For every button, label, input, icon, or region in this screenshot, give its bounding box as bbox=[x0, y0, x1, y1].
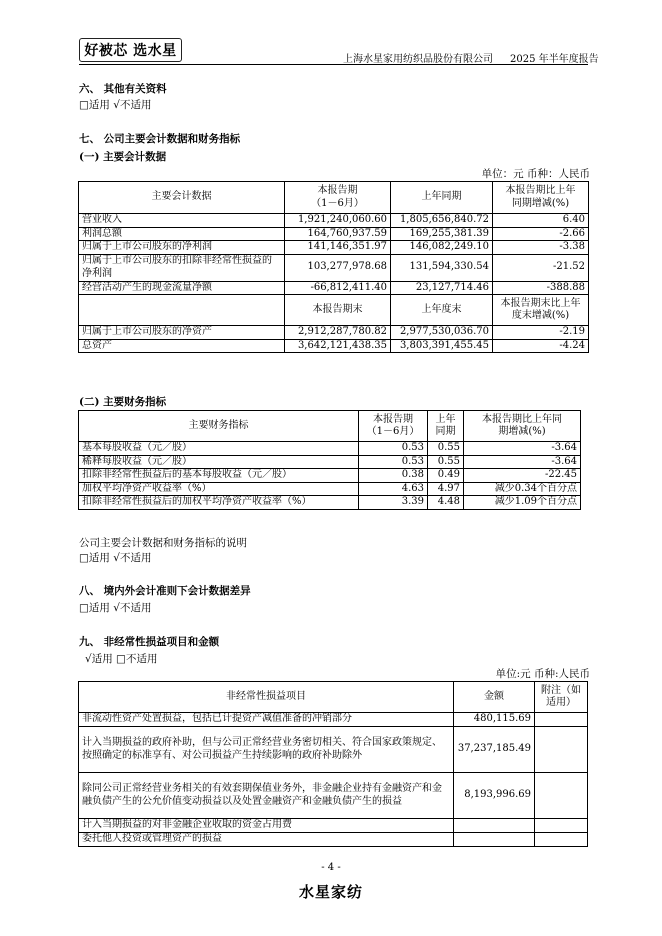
company-name: 上海水星家用纺织品股份有限公司 bbox=[343, 54, 493, 65]
table-cell: 归属于上市公司股东的扣除非经常性损益的净利润 bbox=[79, 254, 285, 281]
non-recurring-items-table bbox=[78, 681, 588, 847]
table-cell: 37,237,185.49 bbox=[454, 727, 535, 773]
table-header: 金额 bbox=[454, 682, 535, 713]
table-cell: 164,760,937.59 bbox=[285, 227, 391, 241]
table-cell: 169,255,381.39 bbox=[391, 227, 493, 241]
key-financial-indicators-table bbox=[78, 410, 581, 510]
table-cell: 委托他人投资或管理资产的损益 bbox=[79, 833, 454, 847]
table-header: 上年度末 bbox=[391, 295, 493, 326]
table-row bbox=[79, 773, 588, 819]
table-header-blank bbox=[79, 295, 285, 326]
table-row bbox=[79, 241, 589, 255]
table-header: 本报告期末 bbox=[285, 295, 391, 326]
unit-label-1: 单位：元 币种：人民币 bbox=[481, 168, 590, 180]
table-cell: -3.38 bbox=[493, 241, 589, 255]
unit-label-2: 单位:元 币种:人民币 bbox=[495, 668, 590, 680]
table-header: 主要财务指标 bbox=[79, 411, 359, 442]
header-rule bbox=[79, 64, 588, 65]
table-cell: 经营活动产生的现金流量净额 bbox=[79, 281, 285, 295]
table-cell: 营业收入 bbox=[79, 214, 285, 228]
table-cell: 23,127,714.46 bbox=[391, 281, 493, 295]
table-cell: 0.49 bbox=[428, 469, 464, 483]
table-header: 上年同期 bbox=[391, 182, 493, 214]
table-cell: 4.97 bbox=[428, 482, 464, 496]
table-row bbox=[79, 819, 588, 833]
table-cell: -21.52 bbox=[493, 254, 589, 281]
table-header: 主要会计数据 bbox=[79, 182, 285, 214]
table-cell: -388.88 bbox=[493, 281, 589, 295]
table-cell: 4.48 bbox=[428, 496, 464, 510]
table-row bbox=[79, 442, 581, 456]
section-8-title: 八、 境内外会计准则下会计数据差异 bbox=[79, 585, 251, 597]
table-cell: -3.64 bbox=[464, 442, 581, 456]
table-row bbox=[79, 214, 589, 228]
table-cell: 103,277,978.68 bbox=[285, 254, 391, 281]
table-cell: 减少0.34个百分点 bbox=[464, 482, 581, 496]
note-option: □适用 √不适用 bbox=[79, 552, 152, 564]
table-cell: -3.64 bbox=[464, 455, 581, 469]
table-cell bbox=[535, 713, 588, 727]
table-cell: 基本每股收益（元／股） bbox=[79, 442, 359, 456]
table-cell: -66,812,411.40 bbox=[285, 281, 391, 295]
table-cell: 480,115.69 bbox=[454, 713, 535, 727]
table-row bbox=[79, 469, 581, 483]
table-cell: 3,803,391,455.45 bbox=[391, 339, 493, 353]
brand-logo: 好被芯 选水星 bbox=[79, 38, 182, 62]
table-cell bbox=[535, 819, 588, 833]
table-cell: 加权平均净资产收益率（%） bbox=[79, 482, 359, 496]
report-title: 2025 年半年度报告 bbox=[510, 54, 599, 65]
table-cell bbox=[535, 773, 588, 819]
table-row bbox=[79, 833, 588, 847]
table-cell bbox=[454, 819, 535, 833]
table-cell: 1,921,240,060.60 bbox=[285, 214, 391, 228]
table-cell: 131,594,330.54 bbox=[391, 254, 493, 281]
table-cell: 扣除非经常性损益后的基本每股收益（元／股） bbox=[79, 469, 359, 483]
footer-brand: 水星家纺 bbox=[298, 883, 363, 901]
table-header: 上年 同期 bbox=[428, 411, 464, 442]
table-cell: 非流动性资产处置损益，包括已计提资产减值准备的冲销部分 bbox=[79, 713, 454, 727]
table-cell bbox=[454, 833, 535, 847]
section-9-title: 九、 非经常性损益项目和金额 bbox=[79, 636, 220, 648]
table-header: 本报告期比上年同 期增减(%) bbox=[464, 411, 581, 442]
table-cell: 减少1.09个百分点 bbox=[464, 496, 581, 510]
table-cell: 6.40 bbox=[493, 214, 589, 228]
table-cell: 0.55 bbox=[428, 442, 464, 456]
section-7-sub2: (二) 主要财务指标 bbox=[79, 396, 167, 408]
table-cell: -2.66 bbox=[493, 227, 589, 241]
table-cell: 稀释每股收益（元／股） bbox=[79, 455, 359, 469]
table-header: 非经常性损益项目 bbox=[79, 682, 454, 713]
table-row bbox=[79, 713, 588, 727]
table-cell bbox=[535, 727, 588, 773]
table-row bbox=[79, 326, 589, 340]
section-7-title: 七、 公司主要会计数据和财务指标 bbox=[79, 133, 241, 145]
table-header: 本报告期比上年 同期增减(%) bbox=[493, 182, 589, 214]
table-cell: 计入当期损益的政府补助，但与公司正常经营业务密切相关、符合国家政策规定、按照确定的标准享有、对公司损益产生持续影响的政府补助除外 bbox=[79, 727, 454, 773]
note-title: 公司主要会计数据和财务指标的说明 bbox=[79, 537, 247, 549]
table-row bbox=[79, 227, 589, 241]
table-cell: 0.53 bbox=[359, 455, 428, 469]
table-cell: -22.45 bbox=[464, 469, 581, 483]
table-cell: 0.38 bbox=[359, 469, 428, 483]
section-9-option: √适用 □不适用 bbox=[85, 653, 158, 665]
table-cell: 8,193,996.69 bbox=[454, 773, 535, 819]
table-row bbox=[79, 455, 581, 469]
table-cell: 0.55 bbox=[428, 455, 464, 469]
table-row bbox=[79, 339, 589, 353]
table-cell: 利润总额 bbox=[79, 227, 285, 241]
table-cell: 归属于上市公司股东的净资产 bbox=[79, 326, 285, 340]
table-cell: 2,977,530,036.70 bbox=[391, 326, 493, 340]
table-cell: 计入当期损益的对非金融企业收取的资金占用费 bbox=[79, 819, 454, 833]
table-row bbox=[79, 281, 589, 295]
table-cell: 总资产 bbox=[79, 339, 285, 353]
table-cell: 4.63 bbox=[359, 482, 428, 496]
table-cell: 141,146,351.97 bbox=[285, 241, 391, 255]
table-header: 本报告期 （1－6月） bbox=[285, 182, 391, 214]
table-cell: 除同公司正常经营业务相关的有效套期保值业务外，非金融企业持有金融资产和金融负债产生的公允价值变动损益以及处置金融资产和金融负债产生的损益 bbox=[79, 773, 454, 819]
section-7-sub1: (一) 主要会计数据 bbox=[79, 151, 167, 163]
table-cell: 3.39 bbox=[359, 496, 428, 510]
page-number: - 4 - bbox=[321, 862, 341, 873]
table-cell bbox=[535, 833, 588, 847]
table-header: 本报告期 （1－6月） bbox=[359, 411, 428, 442]
table-row bbox=[79, 482, 581, 496]
key-accounting-table bbox=[78, 181, 589, 353]
section-6-option: □适用 √不适用 bbox=[79, 99, 152, 111]
table-header: 本报告期末比上年度末增减(%) bbox=[493, 295, 589, 326]
table-cell: 1,805,656,840.72 bbox=[391, 214, 493, 228]
table-cell: 146,082,249.10 bbox=[391, 241, 493, 255]
table-cell: -2.19 bbox=[493, 326, 589, 340]
table-row bbox=[79, 254, 589, 281]
table-cell: 2,912,287,780.82 bbox=[285, 326, 391, 340]
section-6-title: 六、 其他有关资料 bbox=[79, 83, 167, 95]
table-cell: 归属于上市公司股东的净利润 bbox=[79, 241, 285, 255]
table-cell: 扣除非经常性损益后的加权平均净资产收益率（%） bbox=[79, 496, 359, 510]
table-header: 附注（如适用） bbox=[535, 682, 588, 713]
table-cell: 3,642,121,438.35 bbox=[285, 339, 391, 353]
section-8-option: □适用 √不适用 bbox=[79, 602, 152, 614]
table-row bbox=[79, 496, 581, 510]
table-cell: 0.53 bbox=[359, 442, 428, 456]
table-cell: -4.24 bbox=[493, 339, 589, 353]
table-row bbox=[79, 727, 588, 773]
